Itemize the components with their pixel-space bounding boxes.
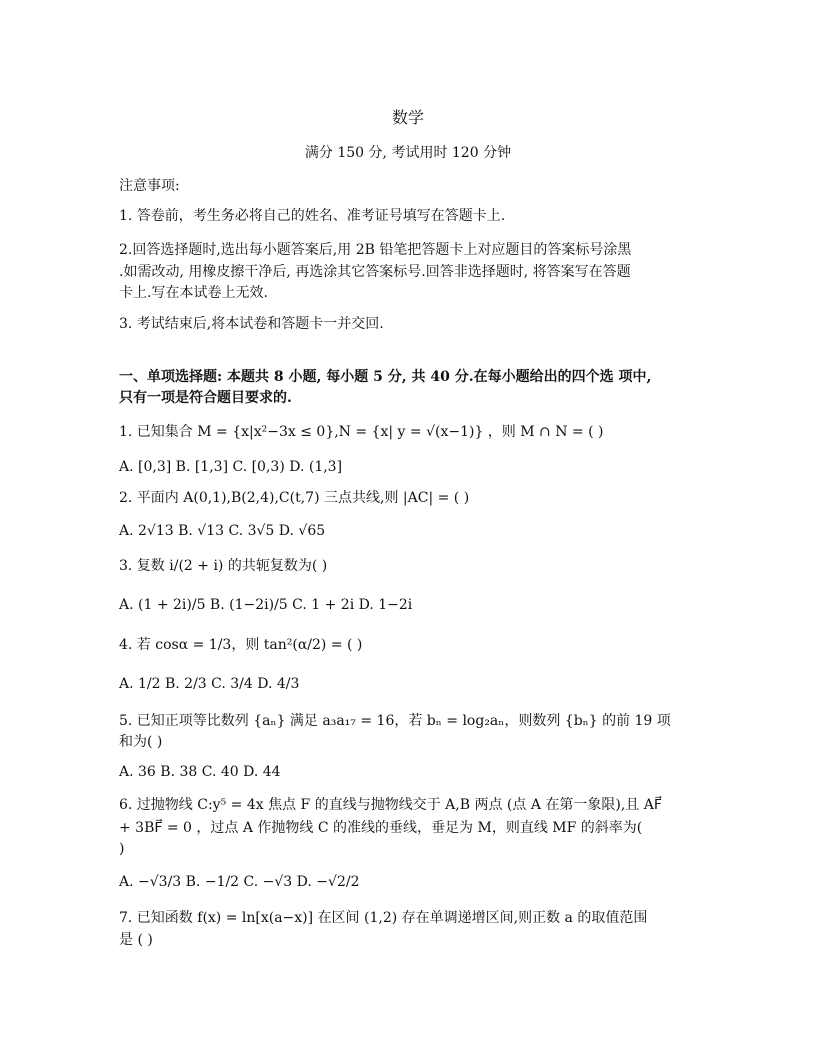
question-6-options: A. −√3/3 B. −1/2 C. −√3 D. −√2/2 <box>119 874 360 890</box>
notice-item-2-line-2: .如需改动, 用橡皮擦干净后, 再选涂其它答案标号.回答非选择题时, 将答案写在答题 <box>119 264 631 280</box>
question-5-line-1: 5. 已知正项等比数列 {aₙ} 满足 a₃a₁₇ = 16，若 bₙ = log₂aₙ，则数列 {bₙ} 的前 19 项 <box>119 713 671 729</box>
section-heading-line-1: 一、单项选择题: 本题共 8 小题, 每小题 5 分, 共 40 分.在每小题给出的四个选 项中, <box>119 369 652 385</box>
question-4: 4. 若 cosα = 1/3，则 tan²(α/2) = ( ) <box>119 637 363 653</box>
question-2-options: A. 2√13 B. √13 C. 3√5 D. √65 <box>119 523 326 539</box>
question-3-options: A. (1 + 2i)/5 B. (1−2i)/5 C. 1 + 2i D. 1−2i <box>119 597 413 613</box>
question-3: 3. 复数 i/(2 + i) 的共轭复数为( ) <box>119 558 328 574</box>
question-5-line-2: 和为( ) <box>119 734 163 750</box>
question-6-line-2: + 3BF⃗ = 0 ，过点 A 作抛物线 C 的准线的垂线，垂足为 M，则直线 MF 的斜率为( <box>119 820 643 836</box>
question-2: 2. 平面内 A(0,1),B(2,4),C(t,7) 三点共线,则 |AC| = ( ) <box>119 490 470 506</box>
section-heading-line-2: 只有一项是符合题目要求的. <box>119 390 292 406</box>
question-6-line-1: 6. 过抛物线 C:y⁵ = 4x 焦点 F 的直线与抛物线交于 A,B 两点 (点 A 在第一象限),且 AF⃗ <box>119 797 662 813</box>
page-subtitle: 满分 150 分, 考试用时 120 分钟 <box>304 145 512 161</box>
question-4-options: A. 1/2 B. 2/3 C. 3/4 D. 4/3 <box>119 676 300 692</box>
question-5-options: A. 36 B. 38 C. 40 D. 44 <box>119 764 281 780</box>
question-1-options: A. [0,3] B. [1,3] C. [0,3) D. (1,3] <box>119 459 343 475</box>
question-7-line-2: 是 ( ) <box>119 932 153 948</box>
question-7-line-1: 7. 已知函数 f(x) = ln[x(a−x)] 在区间 (1,2) 存在单调递增区间,则正数 a 的取值范围 <box>119 910 648 926</box>
notice-item-1: 1. 答卷前，考生务必将自己的姓名、准考证号填写在答题卡上. <box>119 208 506 224</box>
notice-item-3: 3. 考试结束后,将本试卷和答题卡一并交回. <box>119 316 384 332</box>
notice-item-2-line-3: 卡上.写在本试卷上无效. <box>119 285 268 301</box>
notice-item-2-line-1: 2.回答选择题时,选出每小题答案后,用 2B 铅笔把答题卡上对应题目的答案标号涂黑 <box>119 242 632 258</box>
page-title: 数学 <box>391 108 424 127</box>
notice-heading: 注意事项: <box>119 178 180 194</box>
question-6-line-3: ) <box>119 841 125 857</box>
question-1: 1. 已知集合 M = {x|x²−3x ≤ 0},N = {x| y = √(x−1)} ，则 M ∩ N = ( ) <box>119 424 604 440</box>
